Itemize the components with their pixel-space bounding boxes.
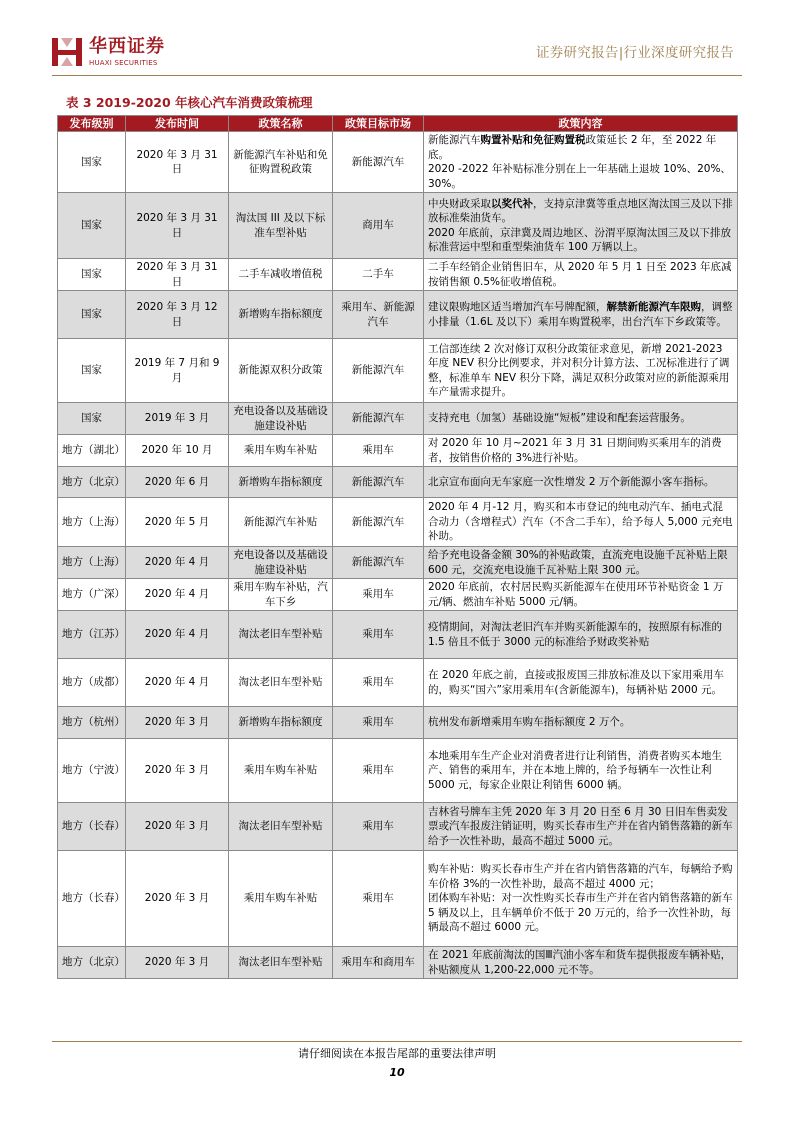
content-text: 在 2020 年底之前，直接或报废国三排放标准及以下家用乘用车的，购买“国六”家用乘用车(含新能源车)，每辆补贴 2000 元。: [428, 669, 724, 696]
cell-level: 地方（杭州）: [58, 707, 126, 739]
content-highlight: 购置补贴和免征购置税: [480, 134, 586, 146]
cell-policy-content: [424, 739, 738, 803]
cell-policy-content: [424, 547, 738, 579]
cell-policy-name: 新能源双积分政策: [229, 339, 333, 403]
cell-policy-name: 乘用车购车补贴: [229, 435, 333, 467]
cell-time: 2020 年 3 月: [126, 707, 229, 739]
cell-time: 2019 年 7 月和 9 月: [126, 339, 229, 403]
cell-policy-name: 新增购车指标额度: [229, 291, 333, 339]
content-highlight: 解禁新能源汽车限购: [606, 301, 701, 313]
cell-level: 地方（长春）: [58, 851, 126, 947]
cell-policy-content: [424, 803, 738, 851]
cell-policy-name: 乘用车购车补贴，汽车下乡: [229, 579, 333, 611]
cell-policy-content: [424, 498, 738, 547]
cell-level: 地方（长春）: [58, 803, 126, 851]
cell-time: 2020 年 3 月 12 日: [126, 291, 229, 339]
content-text: 本地乘用车生产企业对消费者进行让利销售，消费者购买本地生产、销售的乘用车，并在本地上牌的，给予每辆车一次性让利 5000 元，每家企业限让利销售 6000 辆。: [428, 749, 722, 791]
cell-time: 2020 年 4 月: [126, 659, 229, 707]
cell-level: 地方（北京）: [58, 947, 126, 979]
cell-level: 国家: [58, 291, 126, 339]
cell-policy-content: [424, 659, 738, 707]
content-text: 中央财政采取: [428, 197, 491, 210]
cell-time: 2020 年 5 月: [126, 498, 229, 547]
cell-target-market: 乘用车: [333, 659, 424, 707]
content-text: 2020 -2022 年补贴标准分别在上一年基础上退坡 10%、20%、30%。: [428, 163, 731, 190]
table-row: [58, 739, 738, 803]
cell-level: 地方（广深）: [58, 579, 126, 611]
cell-time: 2020 年 3 月: [126, 739, 229, 803]
header-divider: [52, 75, 742, 76]
cell-policy-name: 淘汰老旧车型补贴: [229, 803, 333, 851]
cell-target-market: 商用车: [333, 193, 424, 259]
table-row: [58, 132, 738, 193]
cell-policy-content: [424, 435, 738, 467]
content-text: 2020 年 4 月-12 月，购买和本市登记的纯电动汽车、插电式混合动力（含增程式）汽车（不含二手车），给予每人 5,000 元充电补助。: [428, 501, 733, 543]
cell-time: 2020 年 3 月 31 日: [126, 193, 229, 259]
cell-time: 2020 年 10 月: [126, 435, 229, 467]
cell-level: 地方（上海）: [58, 498, 126, 547]
table-row: [58, 291, 738, 339]
cell-policy-content: [424, 947, 738, 979]
page-header: [0, 0, 794, 80]
cell-policy-name: 充电设备以及基础设施建设补贴: [229, 547, 333, 579]
content-text: ，支持京津冀等重点地区淘汰国三及以下排放标准柴油货车。: [428, 197, 733, 224]
cell-target-market: 乘用车: [333, 579, 424, 611]
content-text: 购车补贴：购买长春市生产并在省内销售落籍的汽车，每辆给予购车价格 3%的一次性补助，最高不超过 4000 元；: [428, 863, 733, 890]
content-text: 新能源汽车: [428, 134, 481, 146]
cell-level: 国家: [58, 132, 126, 193]
content-text: 政策延长 2 年，至 2022 年底。: [428, 134, 717, 161]
header-level: 发布级别: [58, 116, 126, 132]
cell-policy-name: 淘汰老旧车型补贴: [229, 947, 333, 979]
table-row: [58, 403, 738, 435]
content-text: 2020 年底前，京津冀及周边地区、汾渭平原淘汰国三及以下排放标准营运中型和重型柴油货车 100 万辆以上。: [428, 226, 732, 253]
content-text: 对 2020 年 10 月~2021 年 3 月 31 日期间购买乘用车的消费者，按销售价格的 3%进行补贴。: [428, 437, 722, 464]
cell-policy-content: [424, 259, 738, 291]
cell-level: 地方（江苏）: [58, 611, 126, 659]
content-text: 疫情期间，对淘汰老旧汽车并购买新能源车的，按照原有标准的 1.5 倍且不低于 3000 元的标准给予财政奖补贴: [428, 621, 722, 648]
page-number: 10: [389, 1066, 405, 1079]
table-row: [58, 947, 738, 979]
logo-name-cn: 华西证券: [89, 36, 165, 57]
table-row: [58, 707, 738, 739]
cell-target-market: 新能源汽车: [333, 467, 424, 498]
cell-time: 2020 年 3 月 31 日: [126, 132, 229, 193]
cell-target-market: 二手车: [333, 259, 424, 291]
cell-policy-content: [424, 291, 738, 339]
cell-level: 国家: [58, 259, 126, 291]
cell-policy-content: [424, 579, 738, 611]
table-row: [58, 851, 738, 947]
cell-policy-content: [424, 467, 738, 498]
cell-target-market: 乘用车: [333, 611, 424, 659]
cell-time: 2020 年 3 月: [126, 947, 229, 979]
cell-policy-name: 淘汰老旧车型补贴: [229, 659, 333, 707]
cell-time: 2020 年 6 月: [126, 467, 229, 498]
table-row: [58, 259, 738, 291]
cell-level: 地方（北京）: [58, 467, 126, 498]
cell-policy-name: 新增购车指标额度: [229, 467, 333, 498]
header-policy-content: 政策内容: [424, 116, 738, 132]
cell-policy-name: 淘汰老旧车型补贴: [229, 611, 333, 659]
content-text: 给予充电设备金额 30%的补贴政策，直流充电设施千瓦补贴上限 600 元，交流充电设施千瓦补贴上限 300 元。: [428, 549, 728, 576]
logo-name-en: HUAXI SECURITIES: [89, 59, 158, 67]
report-type: 证券研究报告|行业深度研究报告: [535, 45, 734, 61]
content-text: ，调整小排量（1.6L 及以下）乘用车购置税率，出台汽车下乡政策等。: [428, 301, 733, 328]
table-row: [58, 193, 738, 259]
table-row: [58, 498, 738, 547]
cell-target-market: 乘用车、新能源汽车: [333, 291, 424, 339]
cell-target-market: 乘用车: [333, 803, 424, 851]
cell-time: 2020 年 4 月: [126, 611, 229, 659]
cell-policy-name: 乘用车购车补贴: [229, 739, 333, 803]
cell-policy-content: [424, 851, 738, 947]
cell-target-market: 乘用车: [333, 739, 424, 803]
footer-divider: [52, 1041, 742, 1042]
cell-target-market: 新能源汽车: [333, 339, 424, 403]
policy-table: [57, 115, 738, 979]
cell-target-market: 乘用车: [333, 707, 424, 739]
content-text: 在 2021 年底前淘汰的国Ⅲ汽油小客车和货车提供报废车辆补贴，补贴额度从 1,200-22,000 元不等。: [428, 949, 732, 976]
cell-level: 地方（湖北）: [58, 435, 126, 467]
table-row: [58, 803, 738, 851]
cell-level: 国家: [58, 403, 126, 435]
huaxi-logo-icon: [52, 36, 82, 68]
policy-table-body: [58, 132, 738, 979]
cell-target-market: 乘用车: [333, 435, 424, 467]
cell-policy-name: 淘汰国 III 及以下标准车型补贴: [229, 193, 333, 259]
content-text: 支持充电（加氢）基础设施“短板”建设和配套运营服务。: [428, 412, 691, 425]
cell-policy-name: 充电设备以及基础设施建设补贴: [229, 403, 333, 435]
legal-notice: 请仔细阅读在本报告尾部的重要法律声明: [298, 1047, 496, 1060]
cell-level: 地方（宁波）: [58, 739, 126, 803]
table-row: [58, 435, 738, 467]
table-row: [58, 467, 738, 498]
cell-policy-content: [424, 132, 738, 193]
content-text: 2020 年底前，农村居民购买新能源车在使用环节补贴资金 1 万元/辆、燃油车补贴 5000 元/辆。: [428, 581, 724, 608]
content-text: 杭州发布新增乘用车购车指标额度 2 万个。: [428, 716, 631, 729]
cell-target-market: 新能源汽车: [333, 132, 424, 193]
content-text: 工信部连续 2 次对修订双积分政策征求意见，新增 2021-2023 年度 NEV 积分比例要求，并对积分计算方法、工况标准进行了调整，标准单车 NEV 积分下降，满足双积分政策对应的新能源乘用车产量需求提升。: [428, 342, 730, 398]
cell-policy-content: [424, 193, 738, 259]
table-title: 表 3 2019-2020 年核心汽车消费政策梳理: [66, 95, 313, 110]
table-row: [58, 339, 738, 403]
content-highlight: 以奖代补: [491, 197, 533, 210]
table-row: [58, 547, 738, 579]
cell-time: 2020 年 4 月: [126, 579, 229, 611]
cell-policy-name: 新能源汽车补贴: [229, 498, 333, 547]
cell-target-market: 乘用车: [333, 851, 424, 947]
table-header-row: [58, 116, 738, 132]
cell-policy-name: 新能源汽车补贴和免征购置税政策: [229, 132, 333, 193]
cell-level: 地方（上海）: [58, 547, 126, 579]
cell-target-market: 新能源汽车: [333, 403, 424, 435]
cell-policy-content: [424, 339, 738, 403]
cell-policy-content: [424, 611, 738, 659]
cell-time: 2020 年 3 月: [126, 851, 229, 947]
cell-policy-content: [424, 707, 738, 739]
header-policy-name: 政策名称: [229, 116, 333, 132]
cell-level: 国家: [58, 193, 126, 259]
cell-target-market: 新能源汽车: [333, 547, 424, 579]
cell-policy-name: 新增购车指标额度: [229, 707, 333, 739]
content-text: 吉林省号牌车主凭 2020 年 3 月 20 日至 6 月 30 日旧车售卖发票或汽车报废注销证明，购买长春市生产并在省内销售落籍的新车给予一次性补助，最高不超过 5000 元。: [428, 805, 733, 847]
cell-time: 2020 年 3 月: [126, 803, 229, 851]
cell-policy-name: 乘用车购车补贴: [229, 851, 333, 947]
table-row: [58, 579, 738, 611]
header-time: 发布时间: [126, 116, 229, 132]
cell-time: 2019 年 3 月: [126, 403, 229, 435]
cell-time: 2020 年 4 月: [126, 547, 229, 579]
cell-policy-name: 二手车减收增值税: [229, 259, 333, 291]
cell-time: 2020 年 3 月 31 日: [126, 259, 229, 291]
cell-level: 地方（成都）: [58, 659, 126, 707]
header-target-market: 政策目标市场: [333, 116, 424, 132]
cell-target-market: 乘用车和商用车: [333, 947, 424, 979]
cell-policy-content: [424, 403, 738, 435]
table-row: [58, 611, 738, 659]
cell-target-market: 新能源汽车: [333, 498, 424, 547]
cell-level: 国家: [58, 339, 126, 403]
table-row: [58, 659, 738, 707]
content-text: 二手车经销企业销售旧车，从 2020 年 5 月 1 日至 2023 年底减按销售额 0.5%征收增值税。: [428, 261, 732, 288]
content-text: 建议限购地区适当增加汽车号牌配额，: [428, 301, 607, 313]
content-text: 北京宣布面向无车家庭一次性增发 2 万个新能源小客车指标。: [428, 475, 715, 488]
content-text: 团体购车补贴：对一次性购买长春市生产并在省内销售落籍的新车 5 辆及以上，且车辆单价不低于 20 万元的，给予一次性补助，每辆最高不超过 6000 元。: [428, 892, 733, 934]
